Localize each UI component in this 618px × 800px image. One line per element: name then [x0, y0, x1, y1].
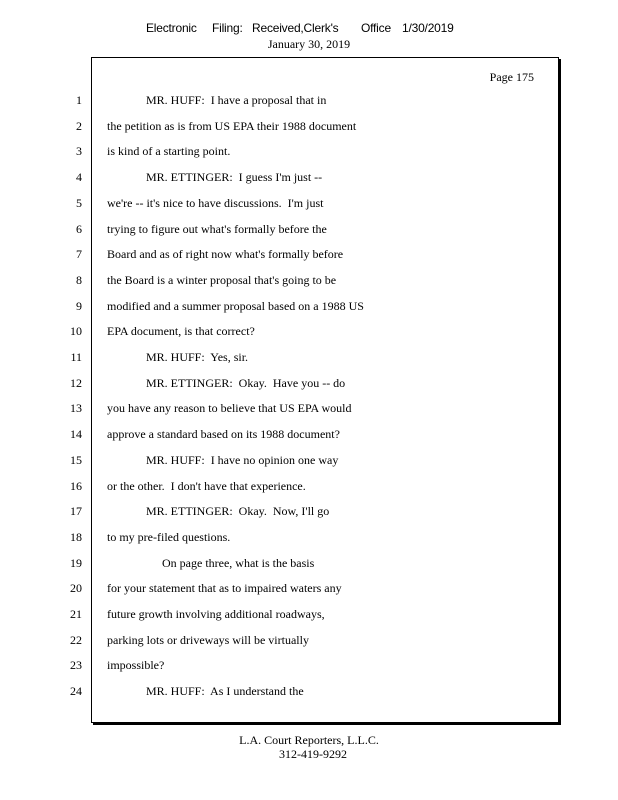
transcript-line	[0, 479, 618, 497]
line-text: MR. HUFF: As I understand the	[146, 684, 304, 699]
transcript-line	[0, 144, 618, 162]
line-text: MR. HUFF: Yes, sir.	[146, 350, 249, 364]
transcript-line	[0, 504, 618, 522]
line-text: for your statement that as to impaired waters any	[107, 581, 342, 596]
line-number: 19	[70, 555, 82, 570]
stamp-word: Filing:	[212, 21, 243, 35]
transcript-line	[0, 427, 618, 445]
page-number: Page 175	[489, 70, 534, 84]
line-number: 20	[70, 581, 82, 596]
transcript-line	[0, 633, 618, 651]
line-number: 21	[70, 607, 82, 621]
line-number: 16	[70, 478, 82, 493]
transcript-line	[0, 350, 618, 368]
transcript-line	[0, 401, 618, 419]
line-text: the petition as is from US EPA their 1988 document	[107, 118, 357, 133]
line-text: we're -- it's nice to have discussions. I'm just	[107, 195, 324, 210]
line-number: 6	[76, 221, 82, 236]
transcript-line	[0, 530, 618, 548]
line-text: MR. ETTINGER: Okay. Have you -- do	[146, 375, 346, 390]
line-number: 11	[70, 350, 82, 364]
line-number: 24	[70, 684, 82, 699]
filing-date: January 30, 2019	[267, 37, 351, 51]
line-number: 8	[76, 272, 82, 287]
transcript-line	[0, 247, 618, 265]
line-text: MR. ETTINGER: Okay. Now, I'll go	[146, 504, 330, 519]
line-number: 9	[76, 298, 82, 313]
transcript-line	[0, 170, 618, 188]
transcript-line	[0, 684, 618, 702]
line-number: 2	[76, 118, 82, 133]
transcript-line	[0, 376, 618, 394]
line-number: 7	[76, 247, 82, 262]
line-text: is kind of a starting point.	[107, 144, 231, 159]
transcript-line	[0, 324, 618, 342]
line-number: 22	[70, 632, 82, 647]
transcript-line	[0, 273, 618, 291]
line-number: 13	[70, 401, 82, 416]
line-text: EPA document, is that correct?	[107, 324, 255, 339]
transcript-line	[0, 453, 618, 471]
stamp-word: Received,Clerk's	[252, 21, 339, 35]
stamp-word: Electronic	[146, 21, 197, 35]
line-number: 23	[70, 658, 82, 673]
line-number: 17	[70, 504, 82, 519]
line-text: impossible?	[107, 658, 165, 673]
transcript-line	[0, 658, 618, 676]
footer-company: L.A. Court Reporters, L.L.C.	[239, 733, 379, 747]
line-text: On page three, what is the basis	[162, 555, 315, 570]
line-text: approve a standard based on its 1988 document?	[107, 427, 340, 442]
transcript-line	[0, 581, 618, 599]
line-text: modified and a summer proposal based on a 1988 US	[107, 298, 364, 313]
line-number: 1	[76, 93, 82, 107]
line-text: or the other. I don't have that experience.	[107, 478, 306, 493]
line-text: parking lots or driveways will be virtually	[107, 632, 309, 647]
line-number: 12	[70, 375, 82, 390]
line-number: 15	[70, 452, 82, 467]
line-number: 18	[70, 529, 82, 544]
line-number: 5	[76, 195, 82, 210]
line-text: the Board is a winter proposal that's going to be	[107, 272, 337, 287]
line-text: MR. HUFF: I have no opinion one way	[146, 452, 339, 467]
line-text: MR. ETTINGER: I guess I'm just --	[146, 170, 323, 185]
transcript-line	[0, 93, 618, 111]
line-number: 10	[70, 324, 82, 339]
line-number: 4	[76, 170, 82, 185]
line-text: trying to figure out what's formally before the	[107, 221, 327, 236]
line-text: to my pre-filed questions.	[107, 529, 231, 544]
line-text: Board and as of right now what's formally before	[107, 247, 344, 262]
stamp-word: 1/30/2019	[402, 21, 454, 35]
footer-phone: 312-419-9292	[279, 747, 347, 761]
transcript-line	[0, 196, 618, 214]
line-text: future growth involving additional roadways,	[107, 607, 325, 621]
line-number: 14	[70, 427, 82, 442]
transcript-line	[0, 222, 618, 240]
transcript-line	[0, 119, 618, 137]
line-text: you have any reason to believe that US EPA would	[107, 401, 352, 416]
transcript-line	[0, 556, 618, 574]
line-text: MR. HUFF: I have a proposal that in	[146, 93, 327, 107]
transcript-line	[0, 299, 618, 317]
stamp-word: Office	[361, 21, 391, 35]
transcript-line	[0, 607, 618, 625]
line-number: 3	[76, 144, 82, 159]
